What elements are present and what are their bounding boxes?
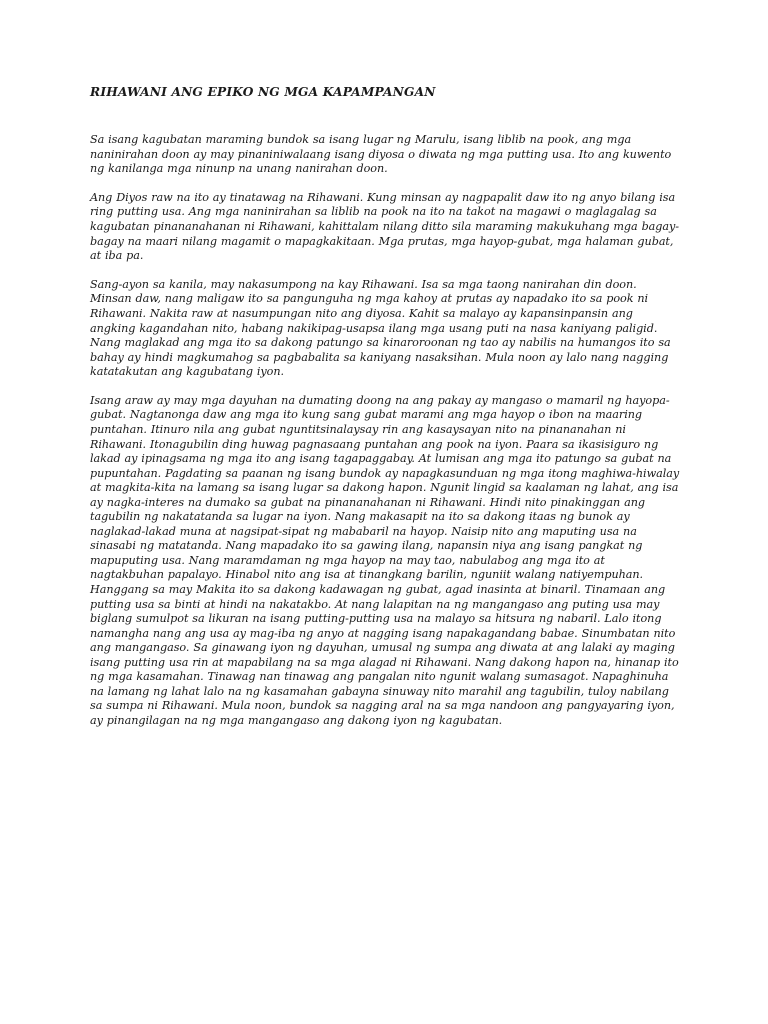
- paragraph-2: Ang Diyos raw na ito ay tinatawag na Rihawani. Kung minsan ay nagpapalit daw ito ng anyo bilang isa ring putting usa. Ang mga naninirahan sa liblib na pook na ito na takot na magawi o maglagalag sa kagubatan pinananahanan ni Rihawani, kahittalam nilang ditto sila maraming makukuhang mga bagay-bagay na maari nilang magamit o mapagkakitaan. Mga prutas, mga hayop-gubat, mga halaman gubat, at iba pa.: [90, 190, 680, 263]
- paragraph-4: Isang araw ay may mga dayuhan na dumating doong na ang pakay ay mangaso o mamaril ng hayopa-gubat. Nagtanonga daw ang mga ito kung sang gubat marami ang mga hayop o ibon na maaring puntahan. Itinuro nila ang gubat nguntitsinalaysay rin ang kasaysayan nito na pinananahan ni Rihawani. Itonagubilin ding huwag pagnasaang puntahan ang pook na iyon. Paara sa ikasisiguro ng lakad ay ipinagsama ng mga ito ang isang tagapaggabay. At lumisan ang mga ito patungo sa gubat na pupuntahan. Pagdating sa paanan ng isang bundok ay napagkasunduan ng mga itong maghiwa-hiwalay at magkita-kita na lamang sa isang lugar sa dakong hapon. Ngunit lingid sa kaalaman ng lahat, ang isa ay nagka-interes na dumako sa gubat na pinananahanan ni Rihawani. Hindi nito pinakinggan ang tagubilin ng nakatatanda sa lugar na iyon. Nang makasapit na ito sa dakong itaas ng bunok ay naglakad-lakad muna at nagsipat-sipat ng mababaril na hayop. Naisip nito ang maputing usa na sinasabi ng matatanda. Nang mapadako ito sa gawing ilang, napansin niya ang isang pangkat ng mapuputing usa. Nang maramdaman ng mga hayop na may tao, nabulabog ang mga ito at nagtakbuhan papalayo. Hinabol nito ang isa at tinangkang barilin, nguniit walang natiyempuhan. Hanggang sa may Makita ito sa dakong kadawagan ng gubat, agad inasinta at binaril. Tinamaan ang putting usa sa binti at hindi na nakatakbo. At nang lalapitan na ng mangangaso ang puting usa may biglang sumulpot sa likuran na isang putting-putting usa na malayo sa hitsura ng nabaril. Lalo itong namangha nang ang usa ay mag-iba ng anyo at nagging isang napakagandang babae. Sinumbatan nito ang mangangaso. Sa ginawang iyon ng dayuhan, umusal ng sumpa ang diwata at ang lalaki ay maging isang putting usa rin at mapabilang na sa mga alagad ni Rihawani. Nang dakong hapon na, hinanap ito ng mga kasamahan. Tinawag nan tinawag ang pangalan nito ngunit walang sumasagot. Napaghinuha na lamang ng lahat lalo na ng kasamahan gabayna sinuway nito marahil ang tagubilin, tuloy nabilang sa sumpa ni Rihawani. Mula noon, bundok sa nagging aral na sa mga nandoon ang pangyayaring iyon, ay pinangilagan na ng mga mangangaso ang dakong iyon ng kagubatan.: [90, 393, 680, 727]
- paragraph-3: Sang-ayon sa kanila, may nakasumpong na kay Rihawani. Isa sa mga taong nanirahan din doon. Minsan daw, nang maligaw ito sa pangunguha ng mga kahoy at prutas ay napadako ito sa pook ni Rihawani. Nakita raw at nasumpungan nito ang diyosa. Kahit sa malayo ay kapansinpansin ang angking kagandahan nito, habang nakikipag-usapsa ilang mga usang puti na nasa kaniyang paligid. Nang maglakad ang mga ito sa dakong patungo sa kinaroroonan ng tao ay nabilis na humangos ito sa bahay ay hindi magkumahog sa pagbabalita sa kaniyang nasaksihan. Mula noon ay lalo nang nagging katatakutan ang kagubatang iyon.: [90, 277, 671, 379]
- document-title: RIHAWANI ANG EPIKO NG MGA KAPAMPANGAN: [90, 85, 436, 99]
- document-page: [90, 84, 682, 742]
- paragraph-1: Sa isang kagubatan maraming bundok sa isang lugar ng Marulu, isang liblib na pook, ang mga naninirahan doon ay may pinaniniwalaang isang diyosa o diwata ng mga putting usa. Ito ang kuwento ng kanilanga mga ninunp na unang nanirahan doon.: [90, 133, 672, 176]
